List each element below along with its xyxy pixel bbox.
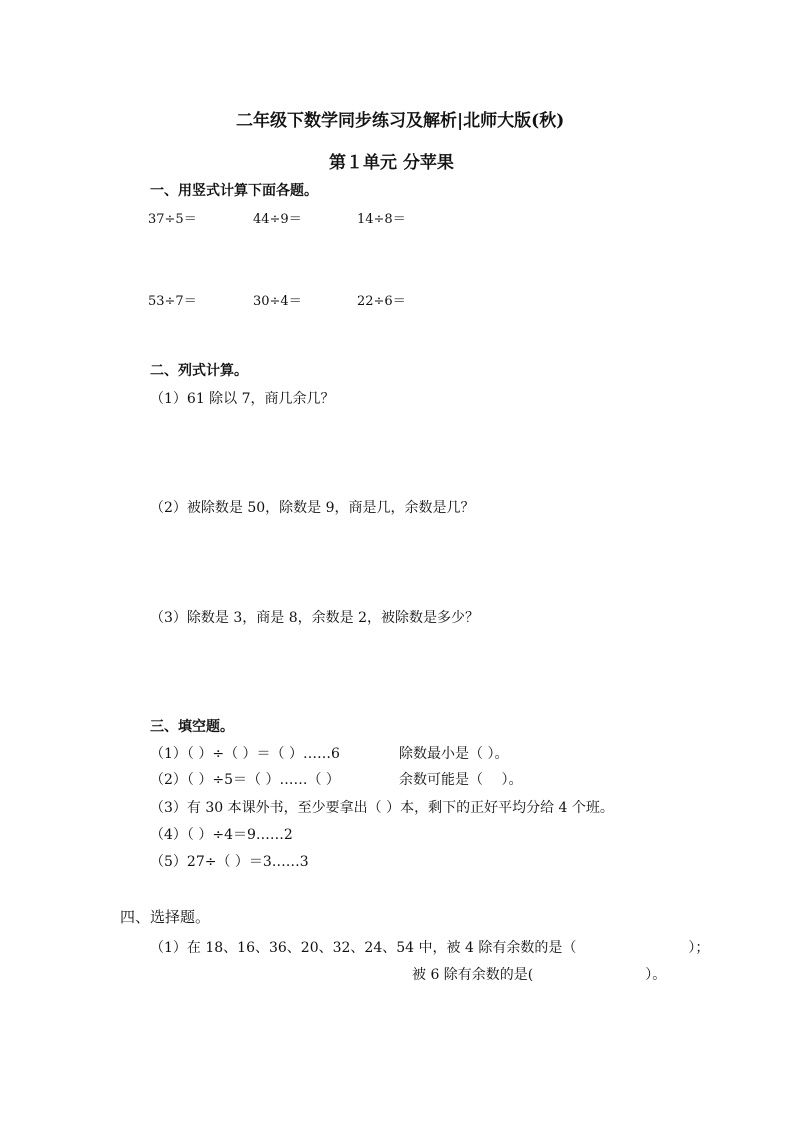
unit-title: 第１单元 分苹果: [329, 153, 454, 173]
section-3-heading: 三、填空题。: [150, 719, 234, 735]
question-2-2: （2）被除数是 50，除数是 9，商是几，余数是几？: [150, 500, 475, 516]
section-4-heading: 四、选择题。: [120, 908, 211, 926]
question-2-1: （1）61 除以 7，商几余几？: [150, 391, 335, 407]
calc-item: 53÷7＝: [148, 294, 197, 309]
question-3-4: （4）（ ）÷4＝9……2: [150, 827, 293, 843]
calc-item: 30÷4＝: [253, 294, 302, 309]
question-2-3: （3）除数是 3，商是 8，余数是 2，被除数是多少？: [150, 610, 479, 626]
calc-item: 44÷9＝: [253, 212, 302, 227]
question-4-1-part2: 被 6 除有余数的是( ）。: [412, 967, 667, 983]
question-3-5: （5）27÷（ ）＝3……3: [150, 854, 309, 870]
question-3-3: （3）有 30 本课外书，至少要拿出（ ）本，剩下的正好平均分给 4 个班。: [150, 800, 614, 816]
question-3-2-hint: 余数可能是（ ）。: [399, 772, 523, 788]
section-1-heading: 一、用竖式计算下面各题。: [150, 183, 318, 199]
question-3-1-hint: 除数最小是（ ）。: [399, 746, 509, 762]
calc-item: 22÷6＝: [357, 294, 406, 309]
question-3-1: （1）（ ）÷（ ）＝（ ）……6: [150, 746, 340, 762]
question-3-2: （2）（ ）÷5＝（ ）……（ ）: [150, 772, 340, 788]
section-2-heading: 二、列式计算。: [150, 363, 248, 379]
question-4-1: （1）在 18、16、36、20、32、24、54 中，被 4 除有余数的是（ ）；: [150, 940, 710, 956]
calc-item: 37÷5＝: [148, 212, 197, 227]
page-title: 二年级下数学同步练习及解析|北师大版(秋): [236, 111, 565, 131]
calc-item: 14÷8＝: [357, 212, 406, 227]
